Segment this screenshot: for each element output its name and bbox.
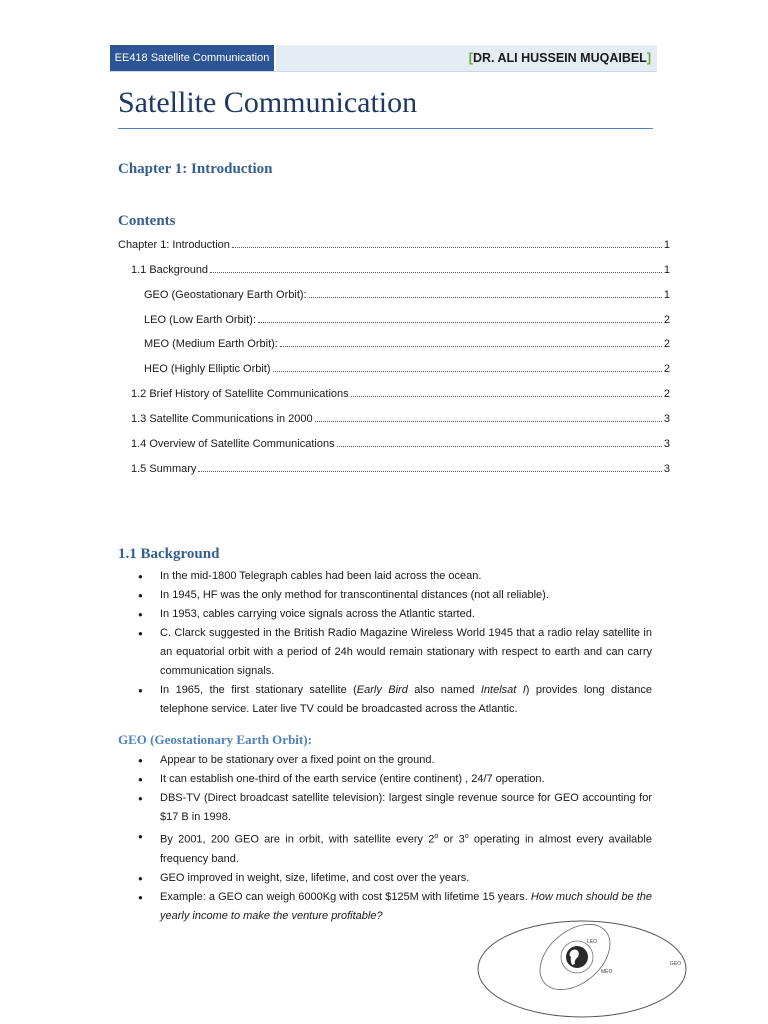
- course-tab: EE418 Satellite Communication: [110, 45, 276, 71]
- author-bracket-close: ]: [646, 51, 651, 65]
- list-item: ● C. Clarck suggested in the British Radio Magazine Wireless World 1945 that a radio relay satellite in an equatorial orbit with a period of 24h would remain stationary with respect to earth and can carry communication signals.: [138, 624, 652, 681]
- toc-entry-label: HEO (Highly Elliptic Orbit): [144, 363, 271, 375]
- toc-entry[interactable]: [131, 459, 670, 475]
- list-item-text: also named: [407, 684, 481, 696]
- figure-label-leo: LEO: [587, 939, 598, 945]
- toc-leader: [280, 346, 662, 347]
- toc-entry[interactable]: [131, 384, 670, 400]
- toc-leader: [337, 446, 662, 447]
- toc-entry-page: 2: [663, 338, 670, 350]
- toc-entry-page: 2: [663, 388, 670, 400]
- document-title: Satellite Communication: [118, 86, 418, 119]
- chapter-heading: Chapter 1: Introduction: [118, 161, 273, 177]
- emphasis-text: How much should be the yearly income to make the venture profitable?: [160, 890, 652, 922]
- author-name: [469, 45, 651, 71]
- toc-entry-label: LEO (Low Earth Orbit):: [144, 314, 256, 326]
- toc-entry-page: 1: [663, 289, 670, 301]
- toc-entry-page: 3: [663, 413, 670, 425]
- toc-leader: [232, 247, 662, 248]
- background-list: [138, 567, 652, 719]
- toc-entry-page: 1: [663, 264, 670, 276]
- geo-orbit: [478, 921, 686, 1017]
- title-underline: [118, 128, 653, 129]
- author-bracket-open: [: [468, 51, 473, 65]
- toc-entry-label: MEO (Medium Earth Orbit):: [144, 338, 278, 350]
- contents-heading: Contents: [118, 213, 176, 229]
- list-item: ● In 1945, HF was the only method for transcontinental distances (not all reliable).: [138, 586, 652, 605]
- author-text: DR. ALI HUSSEIN MUQAIBEL: [472, 51, 647, 65]
- list-item-text: or 3: [438, 833, 465, 846]
- list-item-text: operating in almost every available frequency band.: [160, 833, 652, 865]
- toc-entry-page: 3: [663, 463, 670, 475]
- toc-leader: [273, 371, 662, 372]
- list-item: ● Appear to be stationary over a fixed point on the ground.: [138, 751, 652, 770]
- toc-entry[interactable]: [144, 359, 670, 375]
- toc-entry-label: 1.1 Background: [131, 264, 209, 276]
- toc-entry-page: 2: [663, 314, 670, 326]
- list-item-text: In 1965, the first stationary satellite (: [160, 684, 357, 696]
- emphasis-text: Early Bird: [356, 684, 408, 696]
- toc-leader: [315, 421, 662, 422]
- toc-leader: [210, 272, 662, 273]
- toc-leader: [258, 322, 662, 323]
- toc-leader: [351, 396, 662, 397]
- toc-entry[interactable]: [131, 409, 670, 425]
- geo-list: [138, 751, 652, 926]
- list-item: ● In the mid-1800 Telegraph cables had been laid across the ocean.: [138, 567, 652, 586]
- toc-entry[interactable]: [144, 334, 670, 350]
- toc-entry-label: 1.2 Brief History of Satellite Communications: [131, 388, 349, 400]
- toc-entry-label: 1.5 Summary: [131, 463, 197, 475]
- list-item: ● GEO improved in weight, size, lifetime, and cost over the years.: [138, 869, 652, 888]
- toc-leader: [198, 471, 661, 472]
- toc-entry-page: 3: [663, 438, 670, 450]
- list-item: [138, 827, 652, 869]
- geo-heading: GEO (Geostationary Earth Orbit):: [118, 732, 312, 747]
- toc-entry[interactable]: [131, 434, 670, 450]
- list-item-text: Example: a GEO can weigh 6000Kg with cost $125M with lifetime 15 years.: [160, 890, 531, 903]
- list-item: ● It can establish one-third of the earth service (entire continent) , 24/7 operation.: [138, 770, 652, 789]
- list-item-text: By 2001, 200 GEO are in orbit, with satellite every 2: [160, 833, 435, 846]
- background-heading: 1.1 Background: [118, 546, 220, 562]
- toc-entry-label: GEO (Geostationary Earth Orbit):: [144, 289, 307, 301]
- list-item: ● DBS-TV (Direct broadcast satellite television): largest single revenue source for GEO accounting for $17 B in 1998.: [138, 789, 652, 827]
- toc-leader: [309, 297, 662, 298]
- list-item: ● In 1953, cables carrying voice signals across the Atlantic started.: [138, 605, 652, 624]
- figure-label-meo: MEO: [601, 969, 613, 975]
- degree-superscript: o: [464, 833, 469, 840]
- toc-entry-page: 1: [663, 239, 670, 251]
- list-item-text: ) provides long distance telephone service. Later live TV could be broadcasted across the Atlantic.: [160, 684, 652, 715]
- toc-entry[interactable]: [131, 260, 670, 276]
- degree-superscript: o: [434, 833, 439, 840]
- running-header: [110, 45, 657, 72]
- toc-entry-label: Chapter 1: Introduction: [118, 239, 230, 251]
- toc-entry[interactable]: [144, 285, 670, 301]
- toc-entry-label: 1.4 Overview of Satellite Communications: [131, 438, 335, 450]
- toc-entry[interactable]: [118, 235, 670, 251]
- toc-entry-label: 1.3 Satellite Communications in 2000: [131, 413, 313, 425]
- toc-entry[interactable]: [144, 310, 670, 326]
- orbit-diagram: [475, 917, 690, 1022]
- toc-entry-page: 2: [663, 363, 670, 375]
- list-item: [138, 681, 652, 719]
- figure-label-geo: GEO: [670, 961, 682, 967]
- emphasis-text: Intelsat I: [480, 684, 526, 696]
